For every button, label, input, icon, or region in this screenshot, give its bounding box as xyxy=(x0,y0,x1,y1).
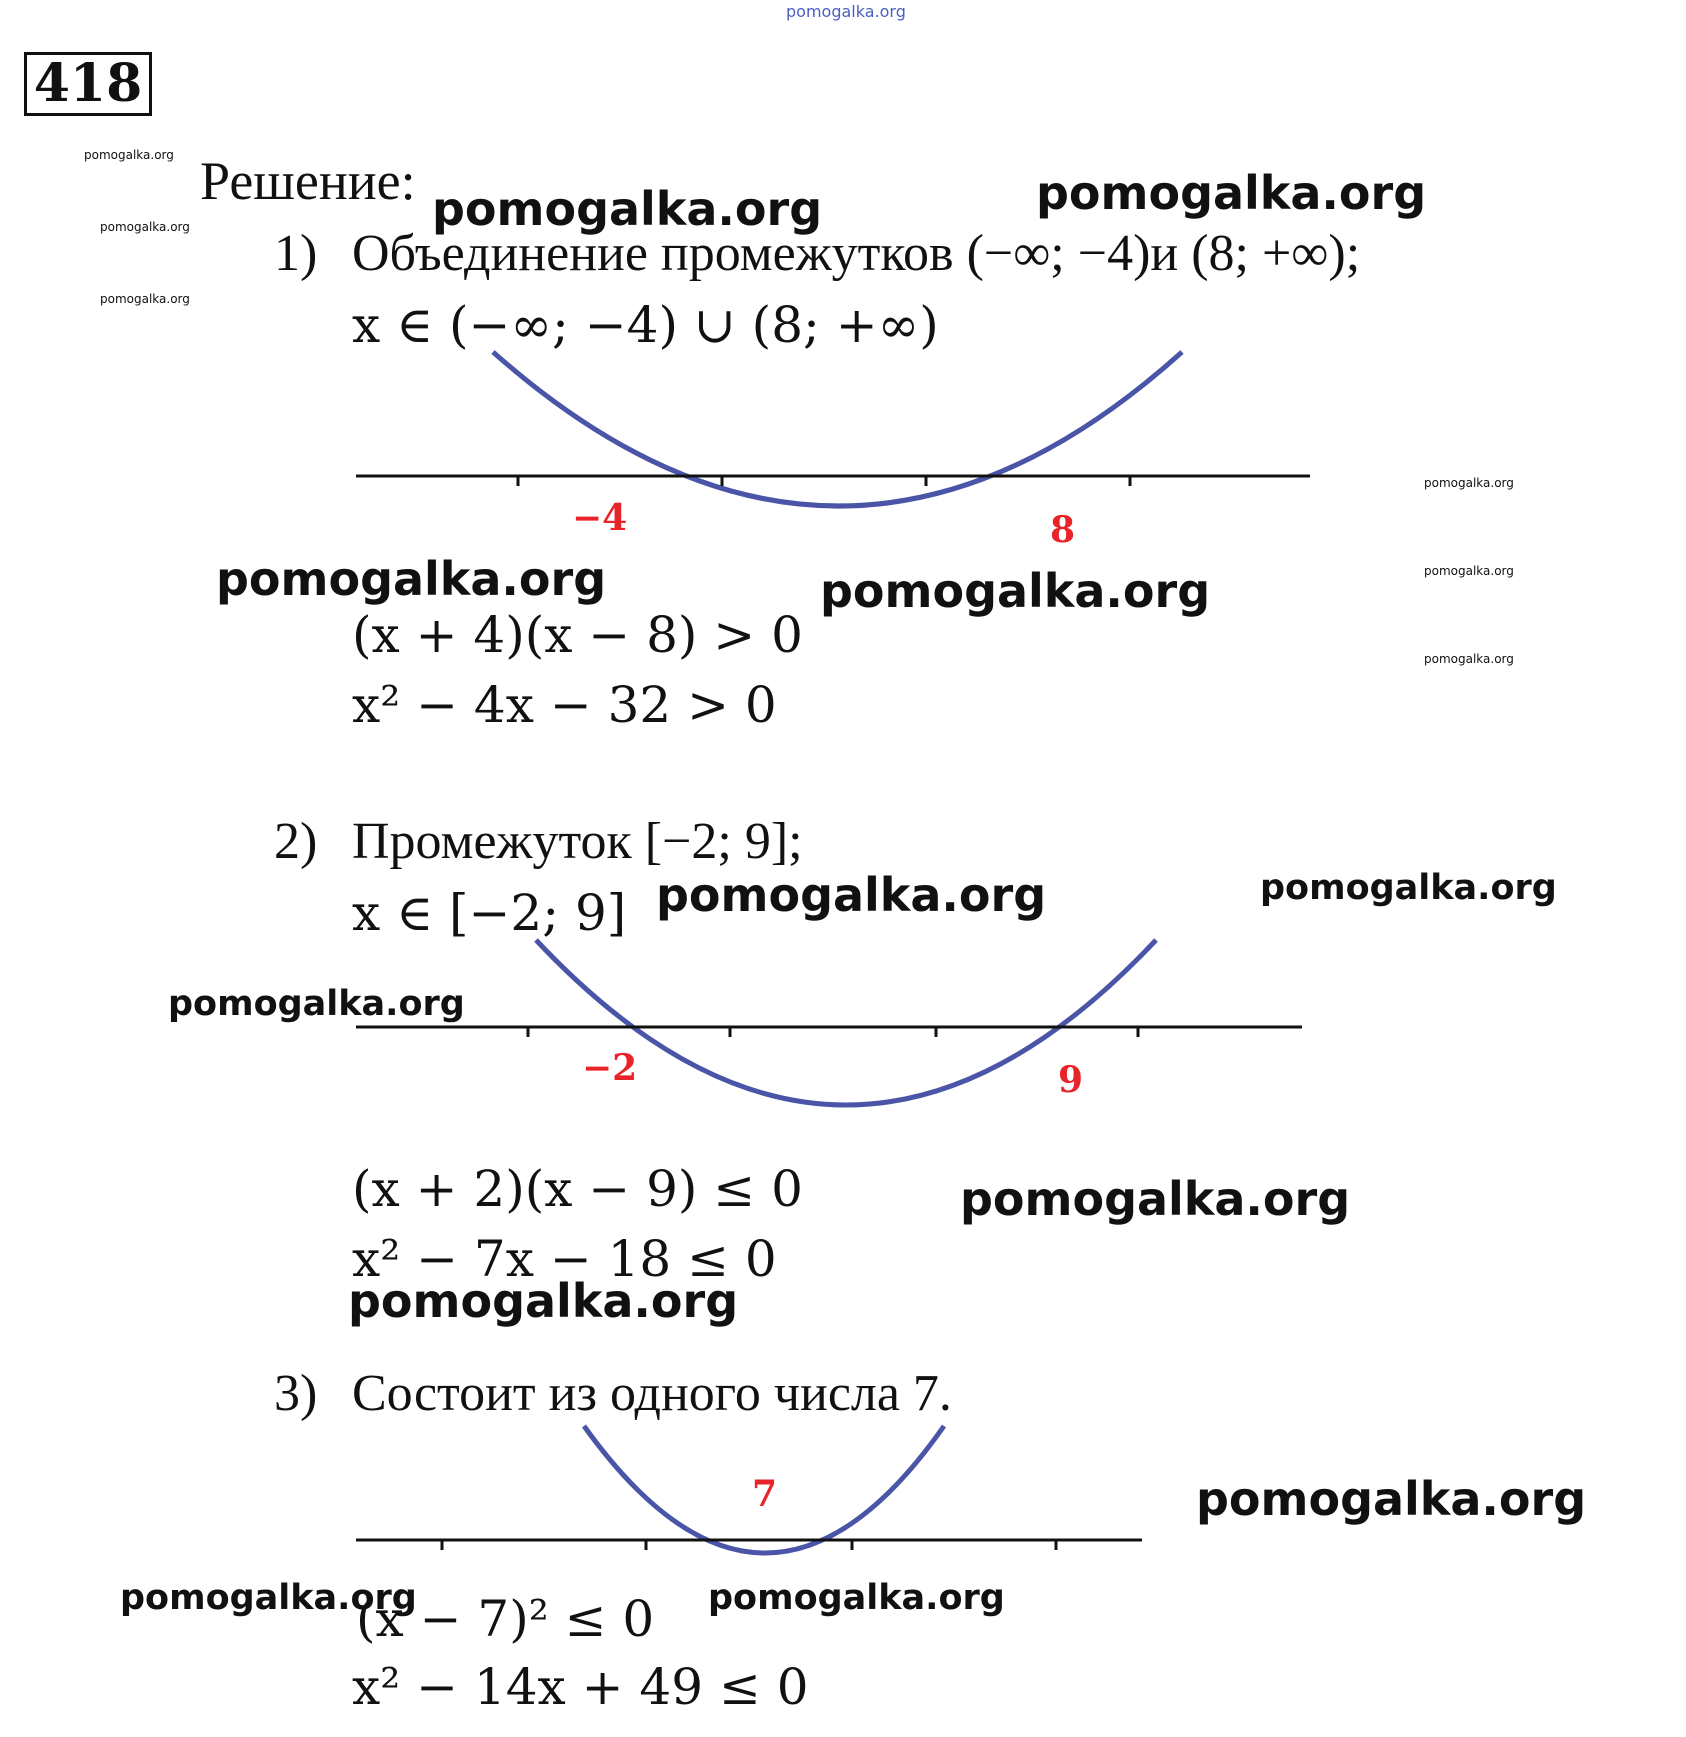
watermark: pomogalka.org xyxy=(656,868,1047,922)
watermark: pomogalka.org xyxy=(168,984,465,1024)
watermark: pomogalka.org xyxy=(820,564,1211,618)
watermark: pomogalka.org xyxy=(216,552,607,606)
watermark: pomogalka.org xyxy=(1036,166,1427,220)
watermark-top: pomogalka.org xyxy=(786,2,906,21)
part-1-statement: Объединение промежутков (−∞; −4)и (8; +∞); xyxy=(352,225,1361,282)
part-1-expanded: x² − 4x − 32 > 0 xyxy=(352,676,777,734)
part-3-factored: (x − 7)² ≤ 0 xyxy=(356,1590,655,1648)
watermark: pomogalka.org xyxy=(960,1172,1351,1226)
watermark: pomogalka.org xyxy=(1424,564,1514,578)
part-2-factored: (x + 2)(x − 9) ≤ 0 xyxy=(352,1160,803,1218)
watermark: pomogalka.org xyxy=(100,292,190,306)
part-3-index: 3) xyxy=(274,1365,318,1422)
watermark: pomogalka.org xyxy=(1196,1472,1587,1526)
part-3-expanded: x² − 14x + 49 ≤ 0 xyxy=(352,1658,809,1716)
root-label: −2 xyxy=(582,1047,638,1089)
watermark: pomogalka.org xyxy=(100,220,190,234)
watermark: pomogalka.org xyxy=(1424,652,1514,666)
problem-number: 418 xyxy=(24,52,152,116)
part-2-expanded: x² − 7x − 18 ≤ 0 xyxy=(352,1230,777,1288)
root-label: −4 xyxy=(572,497,628,539)
solution-heading: Решение: xyxy=(200,151,416,211)
watermark: pomogalka.org xyxy=(1424,476,1514,490)
watermark: pomogalka.org xyxy=(348,1274,739,1328)
watermark: pomogalka.org xyxy=(1260,868,1557,908)
part-2-set: x ∈ [−2; 9] xyxy=(352,884,627,942)
part-3-statement: Состоит из одного числа 7. xyxy=(352,1365,952,1422)
part-2-statement: Промежуток [−2; 9]; xyxy=(352,813,803,870)
part-1-set: x ∈ (−∞; −4) ∪ (8; +∞) xyxy=(352,296,939,354)
part-1-factored: (x + 4)(x − 8) > 0 xyxy=(352,606,803,664)
root-label: 7 xyxy=(752,1473,778,1515)
watermark: pomogalka.org xyxy=(120,1578,417,1618)
watermark: pomogalka.org xyxy=(432,182,823,236)
part-2-index: 2) xyxy=(274,813,318,870)
watermark: pomogalka.org xyxy=(708,1578,1005,1618)
part-1-index: 1) xyxy=(274,225,318,282)
root-label: 8 xyxy=(1050,509,1076,551)
watermark: pomogalka.org xyxy=(84,148,174,162)
root-label: 9 xyxy=(1058,1059,1084,1101)
